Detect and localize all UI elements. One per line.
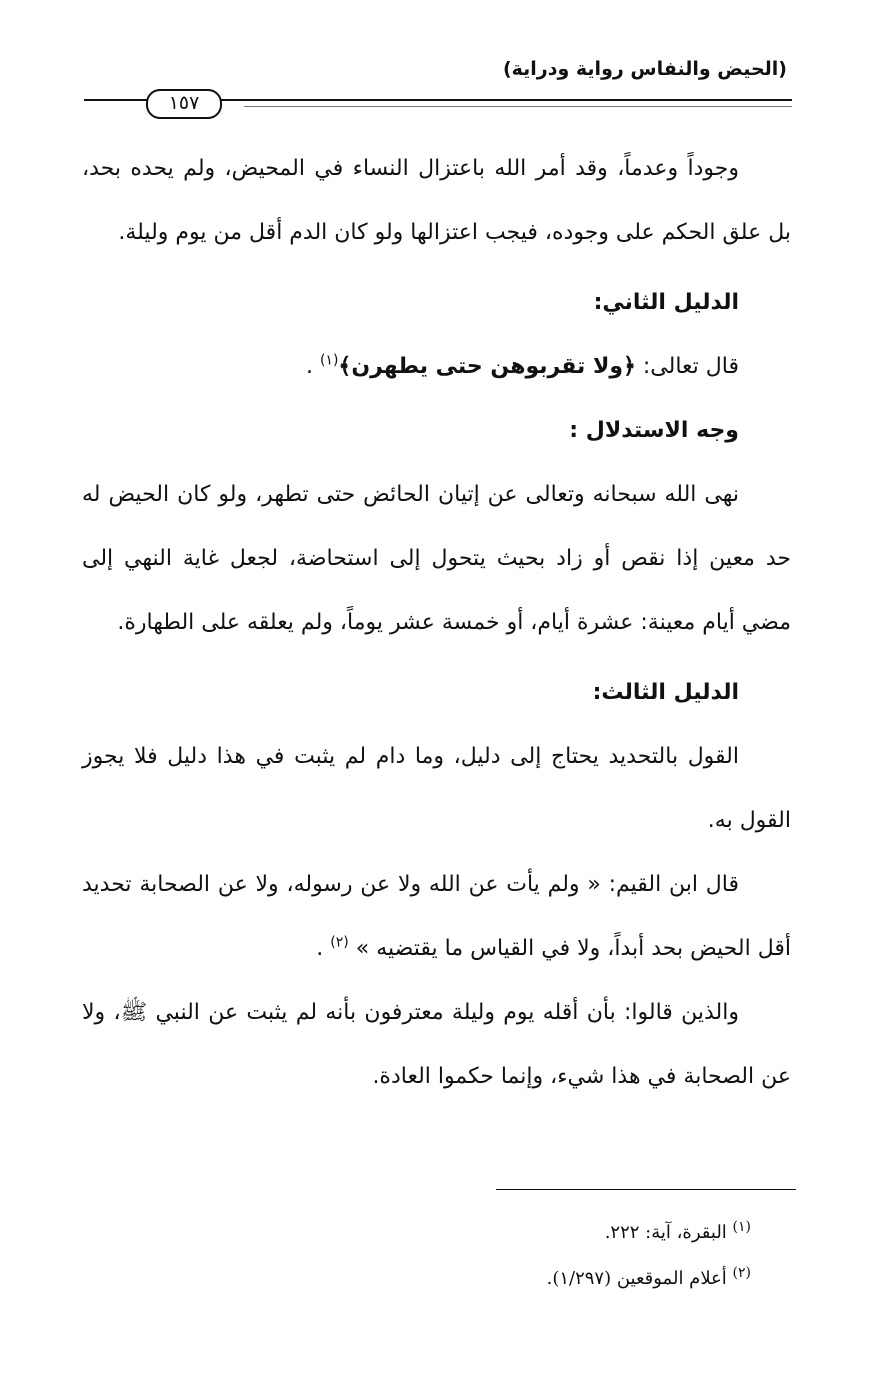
heading-second-evidence: الدليل الثاني: — [593, 290, 739, 315]
footnote-ref-2: (٢) — [330, 934, 349, 951]
footnote-marker-1: (١) — [732, 1219, 751, 1235]
quran-verse: ﴿ولا تقربوهن حتى يطهرن﴾ — [338, 354, 636, 379]
header-rule-secondary — [244, 106, 792, 107]
footnote-marker-2: (٢) — [732, 1265, 751, 1281]
verse-intro: قال تعالى: — [635, 354, 739, 379]
footnote-2 — [547, 1256, 751, 1302]
quote-end: . — [316, 936, 331, 961]
paragraph-4 — [82, 853, 791, 981]
paragraph-5: والذين قالوا: بأن أقله يوم وليلة معترفون بأنه لم يثبت عن النبي ﷺ، ولا عن الصحابة في هذا شيء، وإنما حكموا العادة. — [82, 1000, 791, 1089]
footnote-text-1: البقرة، آية: ٢٢٢. — [604, 1222, 733, 1243]
heading-third-evidence: الدليل الثالث: — [592, 680, 739, 705]
verse-line — [82, 335, 791, 399]
footnote-1 — [547, 1210, 751, 1256]
paragraph-1: وجوداً وعدماً، وقد أمر الله باعتزال النساء في المحيض، ولم يحده بحد، بل علق الحكم على وجوده، فيجب اعتزالها ولو كان الدم أقل من يوم وليلة. — [82, 156, 791, 245]
running-title: (الحيض والنفاس رواية ودراية) — [502, 58, 787, 80]
paragraph-2: نهى الله سبحانه وتعالى عن إتيان الحائض حتى تطهر، ولو كان الحيض له حد معين إذا نقص أو زاد بحيث يتحول إلى استحاضة، لجعل غاية النهي إلى مضي أيام معينة: عشرة أيام، أو خمسة عشر يوماً، ولم يعلقه على الطهارة. — [82, 482, 791, 635]
ibn-qayyim-quote: قال ابن القيم: « ولم يأت عن الله ولا عن رسوله، ولا عن الصحابة تحديد أقل الحيض بحد أبداً، ولا في القياس ما يقتضيه » — [82, 872, 791, 961]
page-number: ١٥٧ — [146, 89, 222, 119]
footnote-rule — [496, 1189, 796, 1190]
footnote-text-2: أعلام الموقعين (١/٢٩٧). — [546, 1268, 733, 1289]
verse-end: . — [305, 354, 320, 379]
heading-inference: وجه الاستدلال : — [569, 418, 739, 443]
main-text — [82, 137, 791, 1109]
paragraph-3: القول بالتحديد يحتاج إلى دليل، وما دام لم يثبت في هذا دليل فلا يجوز القول به. — [82, 744, 791, 833]
footnotes — [547, 1210, 751, 1302]
footnote-ref-1: (١) — [319, 352, 339, 369]
